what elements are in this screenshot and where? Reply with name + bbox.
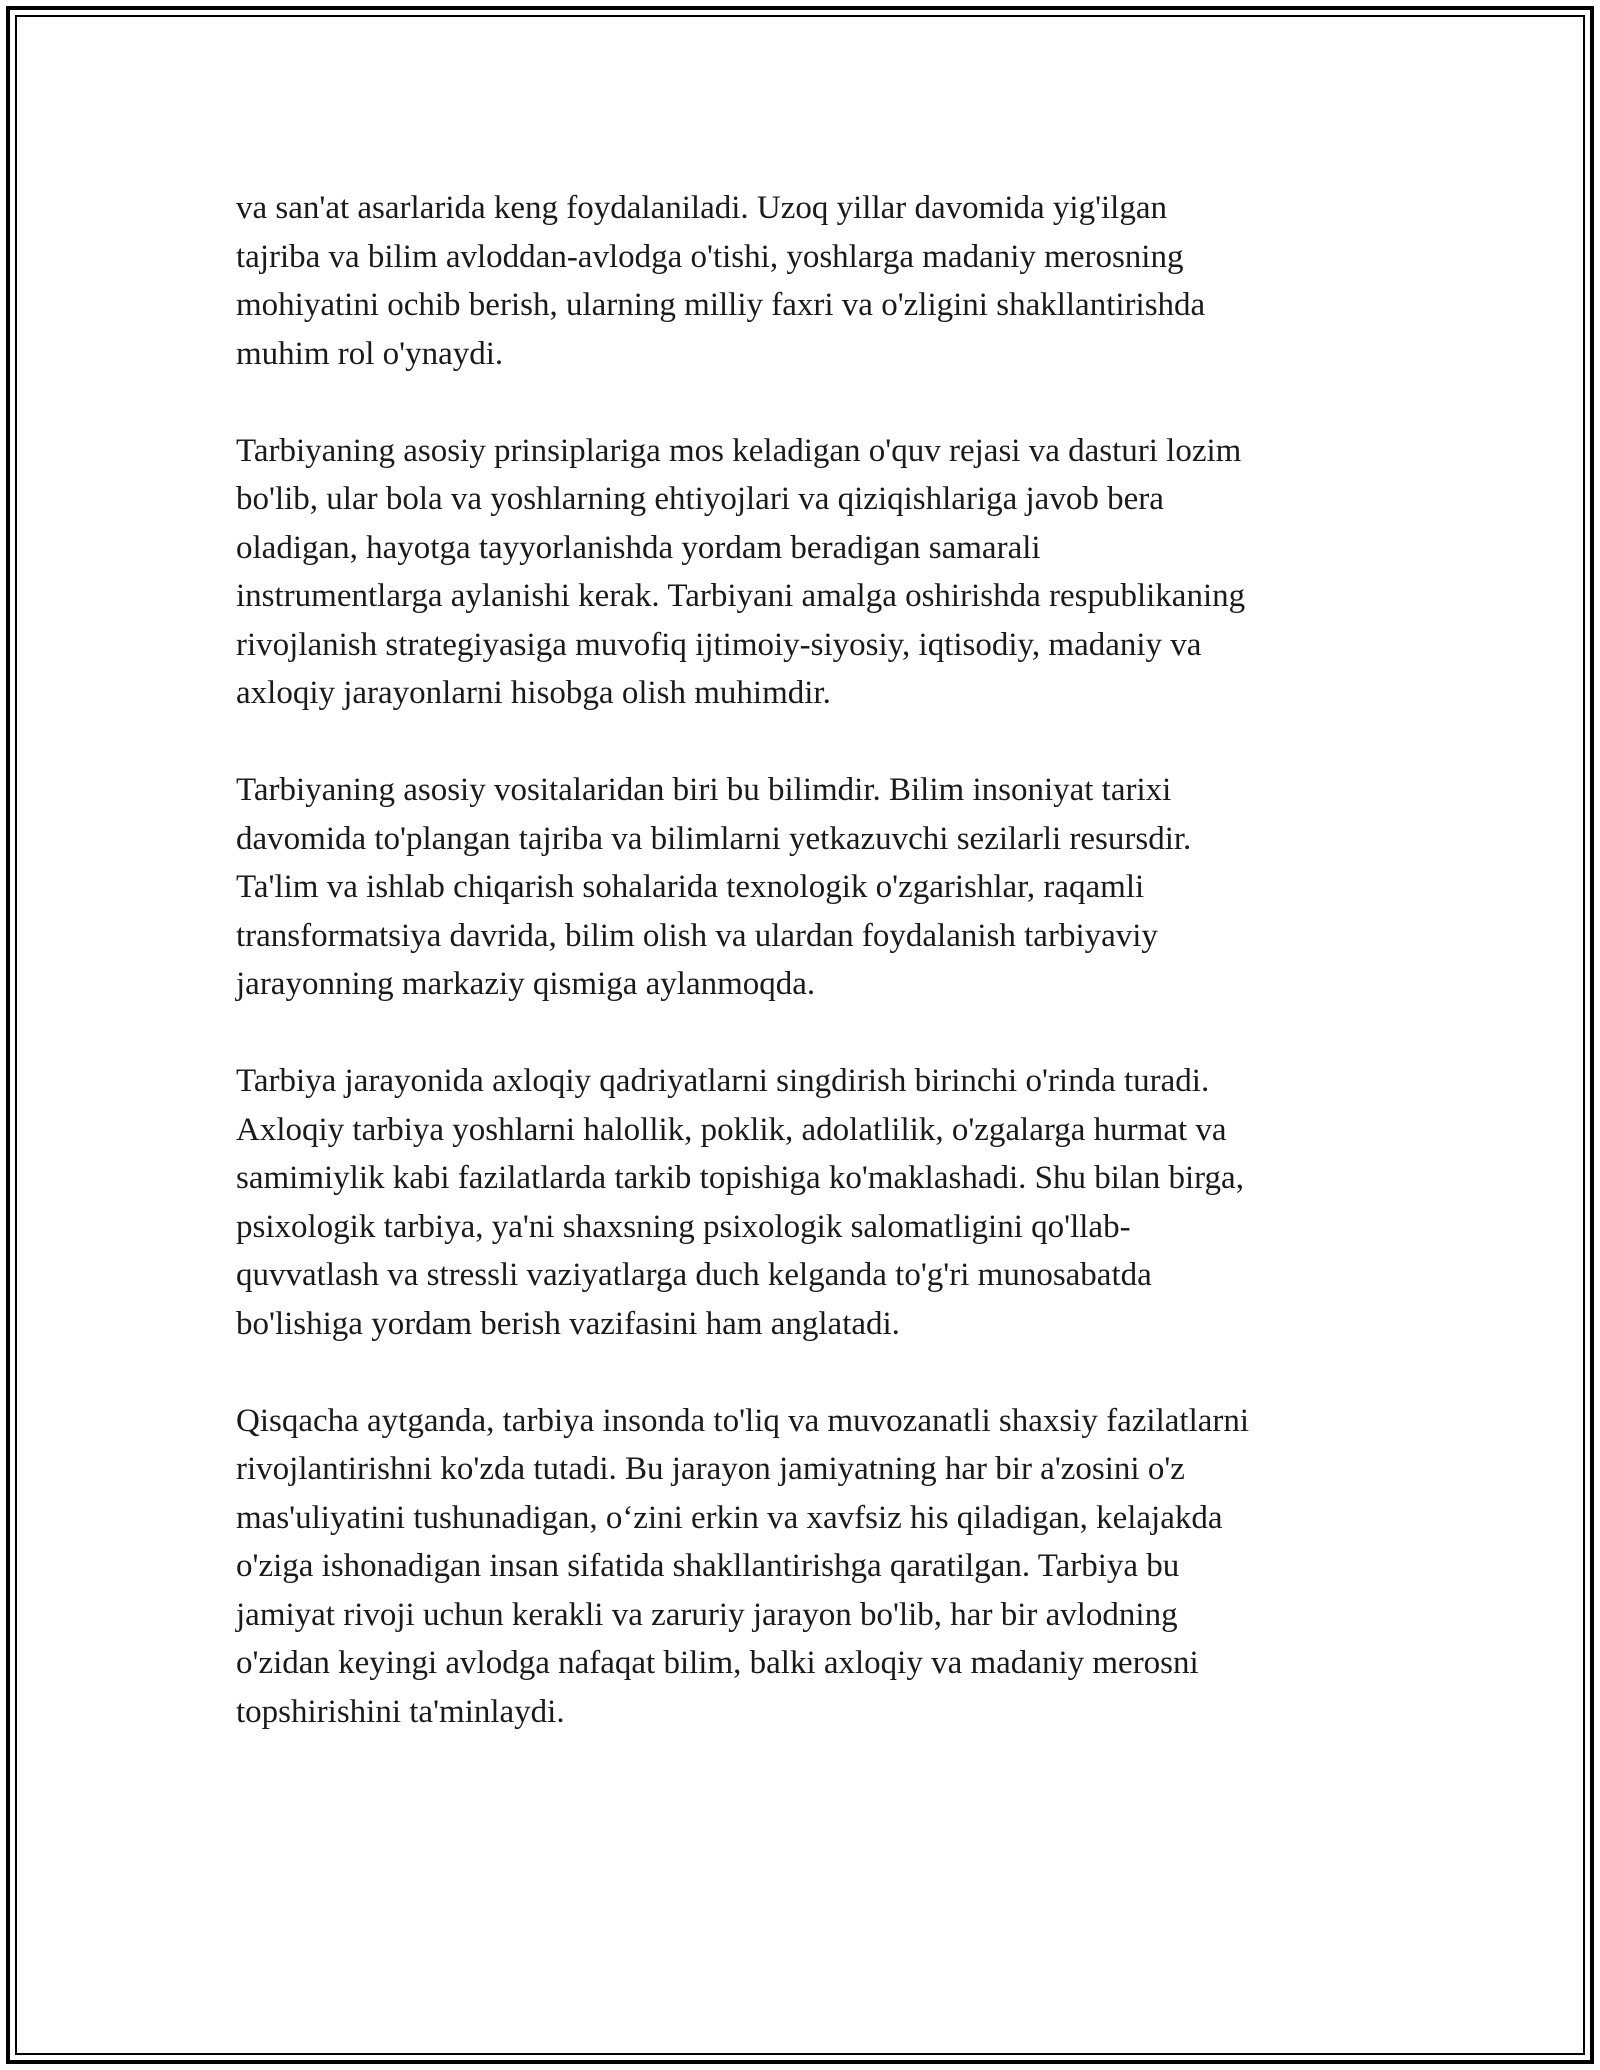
- text-line: jamiyat rivoji uchun kerakli va zaruriy jarayon bo'lib, har bir avlodning: [236, 1596, 1178, 1633]
- document-body: [236, 184, 1376, 1785]
- text-line: Axloqiy tarbiya yoshlarni halollik, poklik, adolatlilik, o'zgalarga hurmat va: [236, 1111, 1227, 1148]
- text-line: va san'at asarlarida keng foydalaniladi. Uzoq yillar davomida yig'ilgan: [236, 190, 1167, 226]
- text-line: mas'uliyatini tushunadigan, o‘zini erkin va xavfsiz his qiladigan, kelajakda: [236, 1499, 1223, 1536]
- text-line: instrumentlarga aylanishi kerak. Tarbiyani amalga oshirishda respublikaning: [236, 578, 1246, 614]
- text-line: oladigan, hayotga tayyorlanishda yordam beradigan samarali: [236, 529, 1041, 566]
- text-line: psixologik tarbiya, ya'ni shaxsning psixologik salomatligini qo'llab-: [236, 1208, 1131, 1245]
- paragraph-1: [236, 184, 1376, 378]
- text-line: Qisqacha aytganda, tarbiya insonda to'liq va muvozanatli shaxsiy fazilatlarni: [236, 1402, 1250, 1439]
- paragraph-5: [236, 1397, 1376, 1737]
- text-line: transformatsiya davrida, bilim olish va ulardan foydalanish tarbiyaviy: [236, 917, 1158, 954]
- text-line: mohiyatini ochib berish, ularning milliy faxri va o'zligini shakllantirishda: [236, 287, 1206, 323]
- text-line: o'zidan keyingi avlodga nafaqat bilim, balki axloqiy va madaniy merosni: [236, 1645, 1199, 1681]
- text-line: topshirishini ta'minlaydi.: [236, 1693, 565, 1730]
- text-line: bo'lishiga yordam berish vazifasini ham anglatadi.: [236, 1305, 900, 1342]
- text-line: Tarbiyaning asosiy prinsiplariga mos keladigan o'quv rejasi va dasturi lozim: [236, 432, 1242, 469]
- paragraph-4: [236, 1057, 1376, 1348]
- text-line: muhim rol o'ynaydi.: [236, 335, 504, 372]
- paragraph-2: [236, 427, 1376, 718]
- text-line: bo'lib, ular bola va yoshlarning ehtiyojlari va qiziqishlariga javob bera: [236, 481, 1164, 517]
- paragraph-3: [236, 766, 1376, 1009]
- text-line: tajriba va bilim avloddan-avlodga o'tishi, yoshlarga madaniy merosning: [236, 238, 1184, 275]
- text-line: o'ziga ishonadigan insan sifatida shakllantirishga qaratilgan. Tarbiya bu: [236, 1548, 1180, 1584]
- text-line: quvvatlash va stressli vaziyatlarga duch kelganda to'g'ri munosabatda: [236, 1257, 1152, 1293]
- text-line: davomida to'plangan tajriba va bilimlarni yetkazuvchi sezilarli resursdir.: [236, 820, 1192, 857]
- text-line: rivojlanish strategiyasiga muvofiq ijtimoiy-siyosiy, iqtisodiy, madaniy va: [236, 626, 1202, 663]
- text-line: jarayonning markaziy qismiga aylanmoqda.: [236, 966, 816, 1002]
- text-line: rivojlantirishni ko'zda tutadi. Bu jarayon jamiyatning har bir a'zosini o'z: [236, 1451, 1185, 1487]
- text-line: Tarbiya jarayonida axloqiy qadriyatlarni singdirish birinchi o'rinda turadi.: [236, 1063, 1210, 1099]
- text-line: Ta'lim va ishlab chiqarish sohalarida texnologik o'zgarishlar, raqamli: [236, 869, 1145, 905]
- text-line: axloqiy jarayonlarni hisobga olish muhimdir.: [236, 675, 831, 711]
- text-line: samimiylik kabi fazilatlarda tarkib topishiga ko'maklashadi. Shu bilan birga,: [236, 1160, 1244, 1196]
- text-line: Tarbiyaning asosiy vositalaridan biri bu bilimdir. Bilim insoniyat tarixi: [236, 772, 1172, 808]
